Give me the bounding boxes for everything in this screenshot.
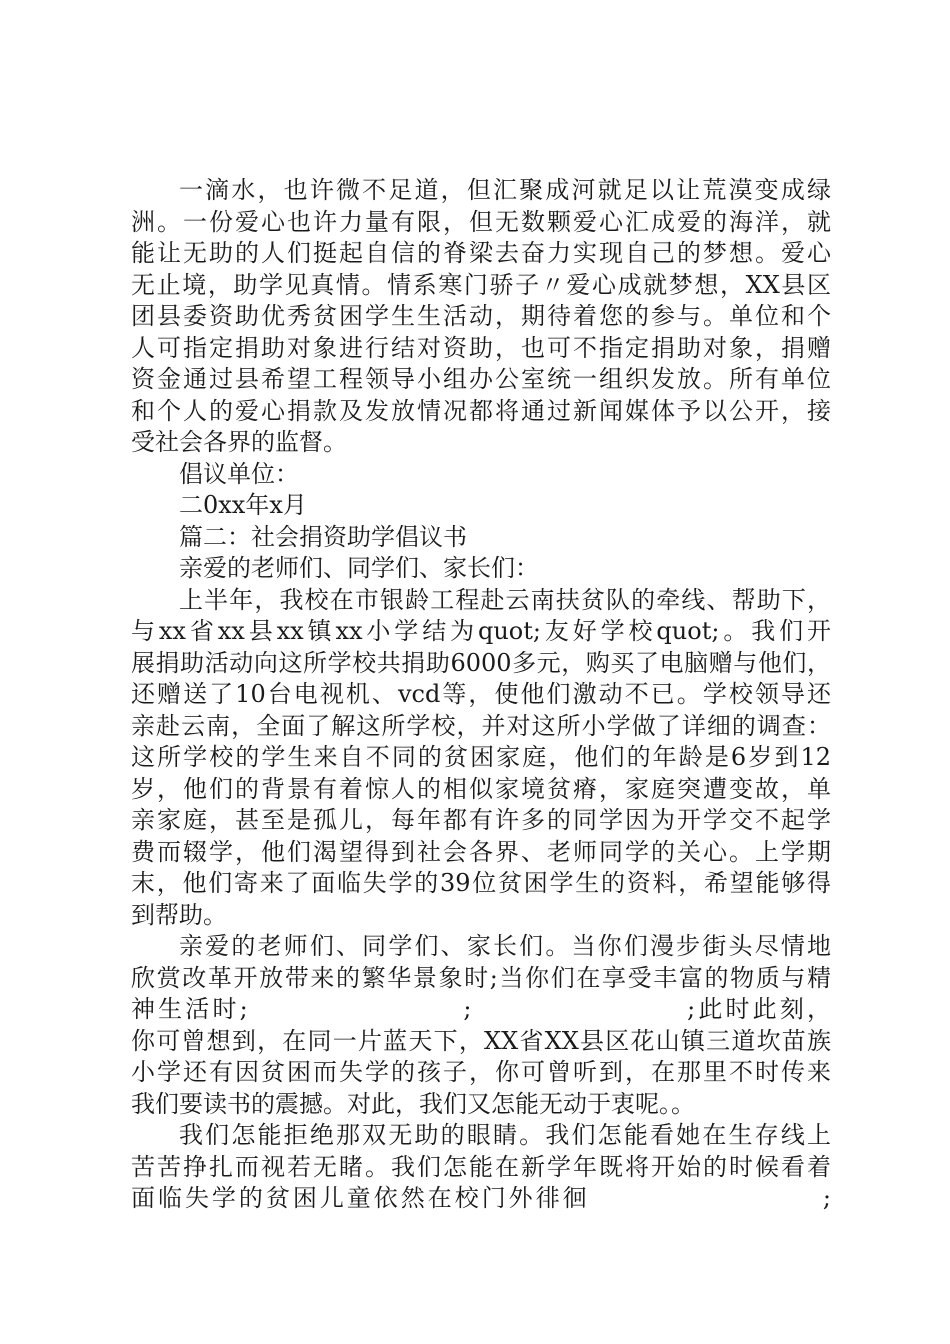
text-line: 能让无助的人们挺起自信的脊梁去奋力实现自己的梦想。爱心 — [131, 239, 831, 267]
text-line: 展捐助活动向这所学校共捐助6000多元，购买了电脑赠与他们， — [131, 648, 831, 677]
text-line: 末，他们寄来了面临失学的39位贫困学生的资料，希望能够得 — [131, 869, 831, 897]
text-line: 亲赴云南，全面了解这所学校，并对这所小学做了详细的调查： — [131, 711, 831, 740]
text-line: 你可曾想到，在同一片蓝天下，XX省XX县区花山镇三道坎苗族 — [131, 1026, 831, 1055]
text-line: 篇二：社会捐资助学倡议书 — [179, 522, 467, 551]
text-line: 我们要读书的震撼。对此，我们又怎能无动于衷呢。。 — [131, 1089, 695, 1118]
text-line: 还赠送了10台电视机、vcd等，使他们激动不已。学校领导还 — [131, 680, 831, 708]
text-line: 洲。一份爱心也许力量有限，但无数颗爱心汇成爱的海洋，就 — [131, 207, 831, 236]
text-line: 上半年，我校在市银龄工程赴云南扶贫队的牵线、帮助下， — [179, 585, 831, 614]
text-line: 与xx省xx县xx镇xx小学结为quot;友好学校quot;。我们开 — [131, 617, 831, 645]
text-line: 亲爱的老师们、同学们、家长们。当你们漫步街头尽情地 — [179, 932, 831, 960]
text-line: 人可指定捐助对象进行结对资助，也可不指定捐助对象，捐赠 — [131, 333, 831, 362]
text-line: 欣赏改革开放带来的繁华景象时;当你们在享受丰富的物质与精 — [131, 963, 831, 992]
text-line: 这所学校的学生来自不同的贫困家庭，他们的年龄是6岁到12 — [131, 743, 831, 771]
text-line: 亲家庭，甚至是孤儿，每年都有许多的同学因为开学交不起学 — [131, 806, 831, 834]
text-line: 资金通过县希望工程领导小组办公室统一组织发放。所有单位 — [131, 365, 831, 393]
text-line: 岁，他们的背景有着惊人的相似家境贫瘠，家庭突遭变故，单 — [131, 774, 831, 803]
text-line: 面临失学的贫困儿童依然在校门外徘徊 ; — [131, 1184, 831, 1212]
text-line: 我们怎能拒绝那双无助的眼睛。我们怎能看她在生存线上 — [179, 1121, 831, 1149]
text-line: 亲爱的老师们、同学们、家长们： — [179, 554, 539, 582]
text-line: 团县委资助优秀贫困学生生活动，期待着您的参与。单位和个 — [131, 302, 831, 330]
text-line: 无止境，助学见真情。情系寒门骄子〃爱心成就梦想，XX县区 — [131, 270, 831, 299]
text-line: 二0xx年x月 — [179, 491, 307, 519]
text-line: 苦苦挣扎而视若无睹。我们怎能在新学年既将开始的时候看着 — [131, 1152, 831, 1181]
document-body — [131, 175, 831, 1215]
text-line: 一滴水，也许微不足道，但汇聚成河就足以让荒漠变成绿 — [179, 176, 831, 204]
text-line: 小学还有因贫困而失学的孩子，你可曾听到，在那里不时传来 — [131, 1058, 831, 1086]
text-line: 费而辍学，他们渴望得到社会各界、老师同学的关心。上学期 — [131, 837, 831, 866]
text-line: 到帮助。 — [131, 900, 227, 929]
text-line: 和个人的爱心捐款及发放情况都将通过新闻媒体予以公开，接 — [131, 396, 831, 425]
text-line: 神生活时; ; ;此时此刻， — [131, 995, 831, 1023]
text-line: 受社会各界的监督。 — [131, 428, 347, 456]
text-line: 倡议单位： — [179, 459, 299, 488]
